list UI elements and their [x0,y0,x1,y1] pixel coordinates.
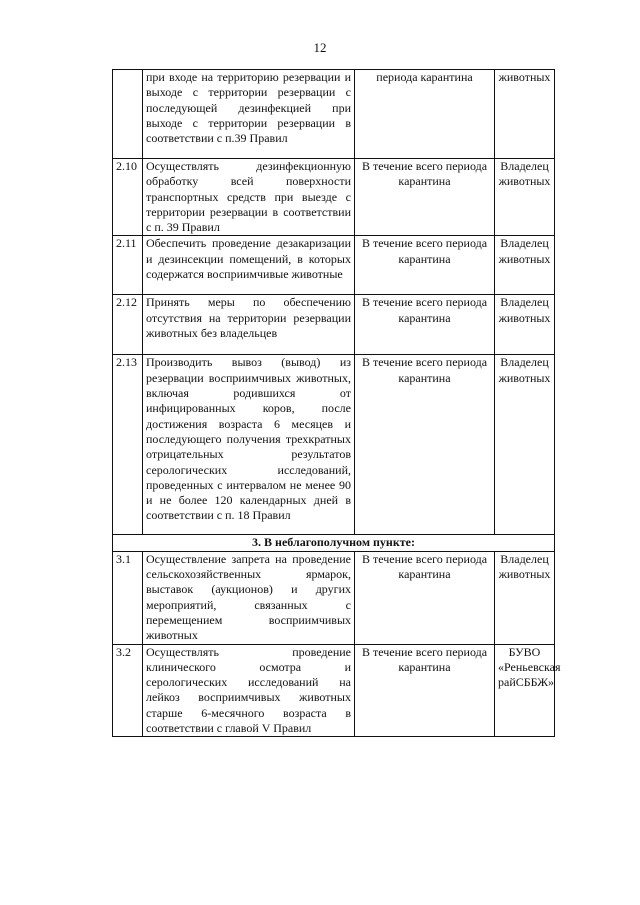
row-number: 2.13 [113,355,143,535]
table-row [113,159,555,236]
table-row [113,236,555,295]
row-term: В течение всего периода карантина [355,295,495,355]
row-action: Осуществление запрета на проведение сельскохозяйственных ярмарок, выставок (аукционов) и других мероприятий, связанных с перемещением восприимчивых животных [143,551,355,644]
row-number: 3.1 [113,551,143,644]
row-term: периода карантина [355,70,495,159]
row-action: при входе на территорию резервации и выходе с территории резервации с последующей дезинфекцией при выходе с территории резервации в соответствии с п.39 Правил [143,70,355,159]
row-number: 2.12 [113,295,143,355]
row-action: Обеспечить проведение дезакаризации и дезинсекции помещений, в которых содержатся восприимчивые животные [143,236,355,295]
row-term: В течение всего периода карантина [355,551,495,644]
row-number [113,70,143,159]
row-responsible: Владелец животных [495,236,555,295]
row-action: Производить вывоз (вывод) из резервации восприимчивых животных, включая родившихся от инфицированных коров, после достижения возраста 6 месяцев и последующего получения трехкратных отрицательных результатов серологических исследований, проведенных с интервалом не менее 90 и не более 120 календарных дней в соответствии с п. 18 Правил [143,355,355,535]
row-responsible: Владелец животных [495,295,555,355]
row-number: 2.11 [113,236,143,295]
table-row [113,551,555,644]
row-term: В течение всего периода карантина [355,236,495,295]
row-responsible: БУВО «Реньевская райСББЖ» [495,644,555,737]
page-number: 12 [313,40,327,55]
row-number: 2.10 [113,159,143,236]
table-row [113,295,555,355]
section-title: 3. В неблагополучном пункте: [113,535,555,551]
row-term: В течение всего периода карантина [355,644,495,737]
row-responsible: Владелец животных [495,551,555,644]
row-action: Осуществлять дезинфекционную обработку всей поверхности транспортных средств при выезде с территории резервации в соответствии с п. 39 Правил [143,159,355,236]
row-number: 3.2 [113,644,143,737]
row-responsible: животных [495,70,555,159]
table-row [113,355,555,535]
row-term: В течение всего периода карантина [355,355,495,535]
row-action: Осуществлять проведение клинического осмотра и серологических исследований на лейкоз восприимчивых животных старше 6-месячного возраста в соответствии с главой V Правил [143,644,355,737]
row-responsible: Владелец животных [495,355,555,535]
section-row [113,535,555,551]
table-row [113,644,555,737]
row-action: Принять меры по обеспечению отсутствия на территории резервации животных без владельцев [143,295,355,355]
measures-table [112,69,561,737]
table-row [113,70,555,159]
row-term: В течение всего периода карантина [355,159,495,236]
row-responsible: Владелец животных [495,159,555,236]
